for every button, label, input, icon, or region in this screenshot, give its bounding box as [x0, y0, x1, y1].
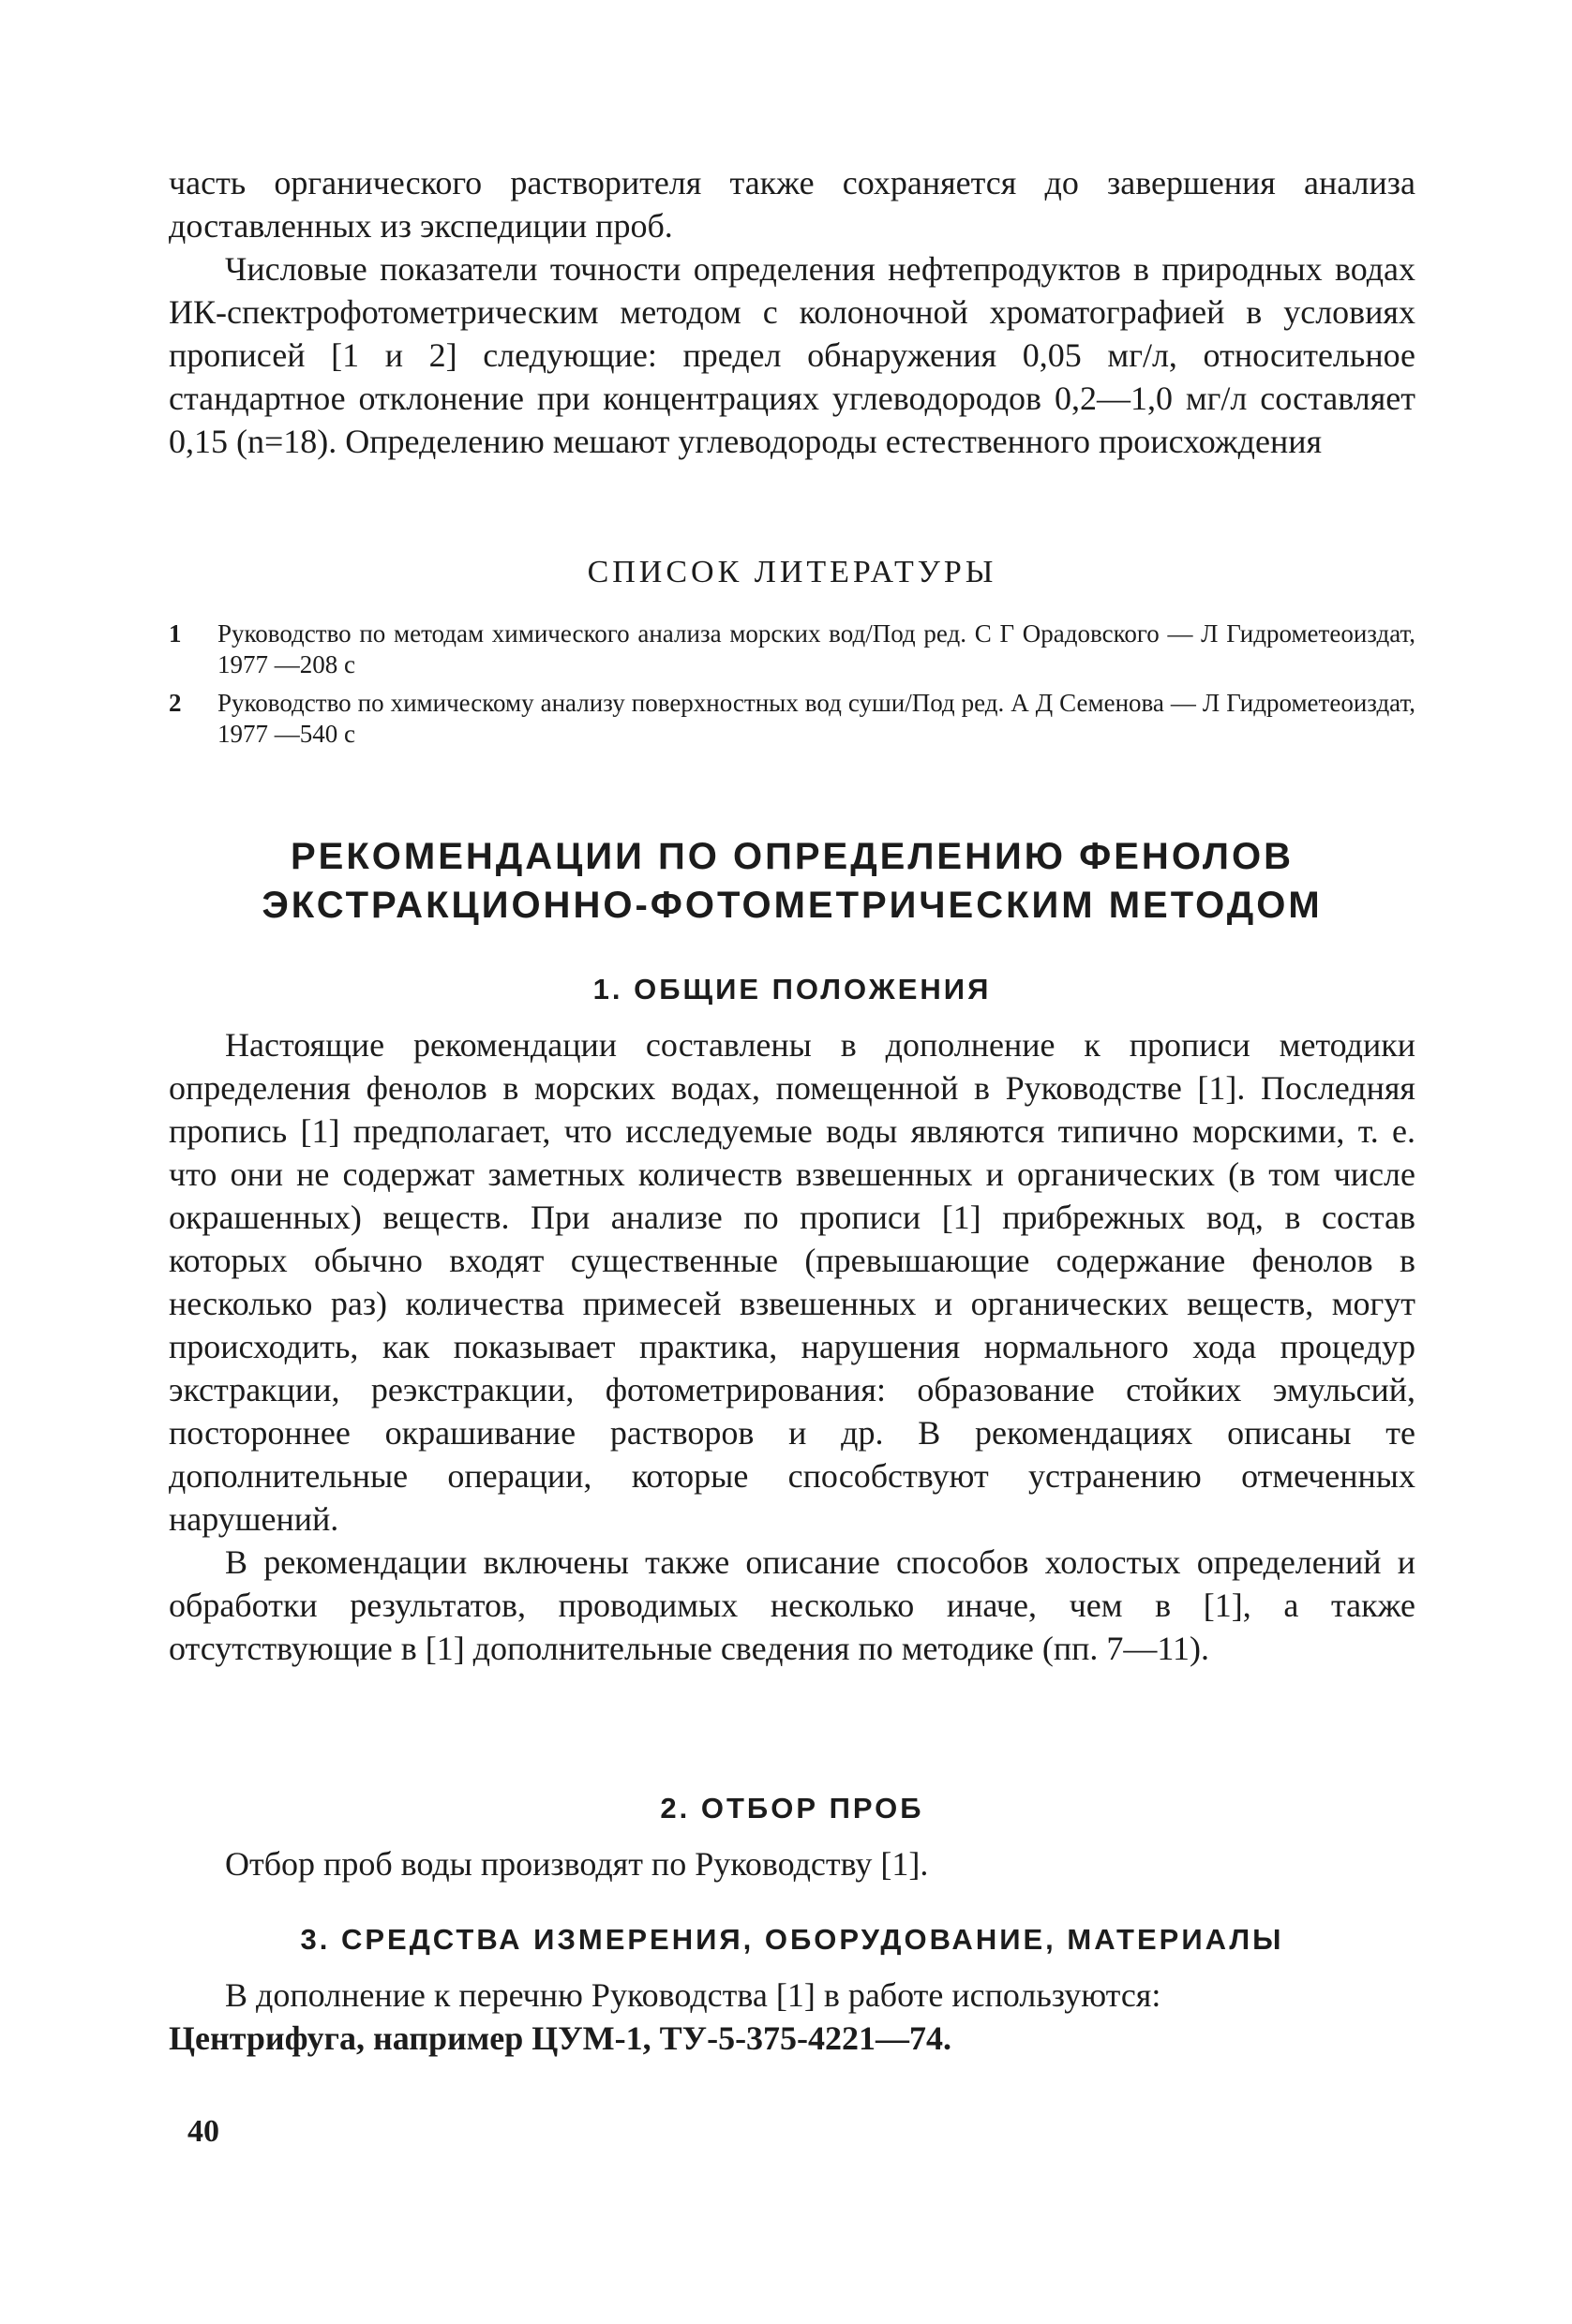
section-1-paragraph-2: В рекомендации включены также описание способов холостых определений и обработки результатов, проводимых несколько иначе, чем в [1], а также отсутствующие в [1] дополнительные сведения по методике (пп. 7—11).	[169, 1543, 1415, 1667]
section-3-paragraph-1: В дополнение к перечню Руководства [1] в работе используются:	[225, 1976, 1161, 2014]
paragraph-accuracy: Числовые показатели точности определения нефтепродуктов в природных водах ИК-спектрофотометрическим методом с колоночной хроматографией в условиях прописей [1 и 2] следующие: предел обнаружения 0,05 мг/л, относительное стандартное отклонение при концентрациях углеводородов 0,2—1,0 мг/л составляет 0,15 (n=18). Определению мешают углеводороды естественного происхождения	[169, 250, 1415, 460]
reference-item	[169, 618, 1415, 680]
section-1-paragraph-1: Настоящие рекомендации составлены в дополнение к прописи методики определения фенолов в морских водах, помещенной в Руководстве [1]. Последняя пропись [1] предполагает, что исследуемые воды являются типично морскими, т. е. что они не содержат заметных количеств взвешенных и органических (в том числе окрашенных) веществ. При анализе по прописи [1] прибрежных вод, в состав которых обычно входят существенные (превышающие содержание фенолов в несколько раз) количества примесей взвешенных и органических веществ, могут происходить, как показывает практика, нарушения нормального хода процедур экстракции, реэкстракции, фотометрирования: образование стойких эмульсий, постороннее окрашивание растворов и др. В рекомендациях описаны те дополнительные операции, которые способствуют устранению отмеченных нарушений.	[169, 1026, 1415, 1538]
reference-text: Руководство по методам химического анализа морских вод/Под ред. С Г Орадовского — Л Гидрометеоиздат, 1977 —208 с	[217, 619, 1415, 678]
title-line-2: ЭКСТРАКЦИОННО-ФОТОМЕТРИЧЕСКИМ МЕТОДОМ	[262, 885, 1323, 926]
section-2-heading: 2. ОТБОР ПРОБ	[660, 1792, 924, 1825]
section-2-paragraph-1: Отбор проб воды производят по Руководству [1].	[225, 1845, 929, 1883]
page-number: 40	[187, 2114, 219, 2149]
reference-number: 2	[169, 689, 182, 717]
document-title	[169, 832, 1415, 930]
section-1-body	[169, 1023, 1415, 1670]
reference-item	[169, 688, 1415, 750]
section-3-heading: 3. СРЕДСТВА ИЗМЕРЕНИЯ, ОБОРУДОВАНИЕ, МАТЕРИАЛЫ	[300, 1923, 1284, 1956]
title-line-1: РЕКОМЕНДАЦИИ ПО ОПРЕДЕЛЕНИЮ ФЕНОЛОВ	[291, 836, 1294, 877]
section-1-heading: 1. ОБЩИЕ ПОЛОЖЕНИЯ	[592, 973, 992, 1006]
reference-number: 1	[169, 619, 182, 648]
reference-text: Руководство по химическому анализу поверхностных вод суши/Под ред. А Д Семенова — Л Гидрометеоиздат, 1977 —540 с	[217, 689, 1415, 748]
section-3-body	[169, 1974, 1415, 2060]
section-2-body	[169, 1842, 1415, 1885]
paragraph-continuation: часть органического растворителя также сохраняется до завершения анализа доставленных из экспедиции проб.	[169, 164, 1415, 245]
references-heading: СПИСОК ЛИТЕРАТУРЫ	[587, 555, 997, 589]
top-text-block	[169, 161, 1415, 463]
section-3-paragraph-2: Центрифуга, например ЦУМ-1, ТУ-5-375-4221—74.	[169, 2019, 952, 2057]
references-list	[169, 618, 1415, 757]
